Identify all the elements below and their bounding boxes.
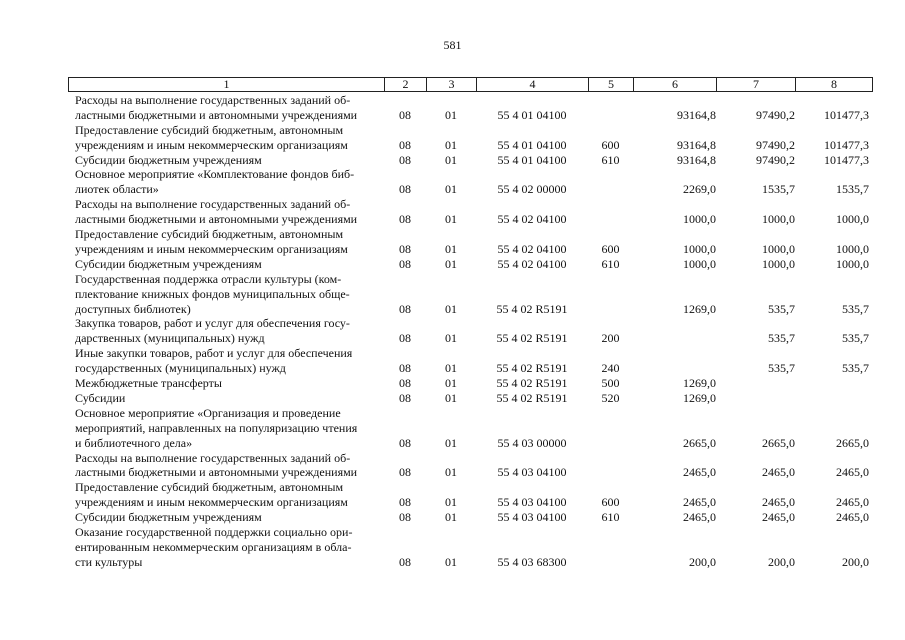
- expense-type-code: 240: [601, 361, 620, 376]
- target-article-code: 55 4 02 R5191: [496, 361, 568, 376]
- description-line: ластными бюджетными и автономными учреждениями: [75, 107, 358, 122]
- amount-col-6: 93164,8: [677, 107, 716, 122]
- description-line: Предоставление субсидий бюджетным, автономным: [75, 480, 344, 495]
- amount-col-8: 101477,3: [824, 137, 869, 152]
- row-description: [75, 272, 385, 317]
- target-article-code: 55 4 03 00000: [497, 435, 567, 450]
- subsection-code: 01: [445, 212, 457, 227]
- amount-col-8: 2465,0: [836, 510, 869, 525]
- section-code: 08: [399, 212, 411, 227]
- amount-col-6: 93164,8: [677, 137, 716, 152]
- amount-col-7: 97490,2: [756, 137, 795, 152]
- expense-type-code: 600: [601, 137, 620, 152]
- amount-col-7: 2465,0: [762, 495, 795, 510]
- page-number: 581: [443, 38, 462, 52]
- description-line: ластными бюджетными и автономными учреждениями: [75, 465, 358, 480]
- description-line: плектование книжных фондов муниципальных обще-: [75, 286, 350, 301]
- section-code: 08: [399, 435, 411, 450]
- row-description: [75, 451, 385, 481]
- row-description: [75, 93, 385, 123]
- row-description: [75, 376, 385, 391]
- table-row: [0, 197, 905, 227]
- row-description: [75, 197, 385, 227]
- table-row: [0, 167, 905, 197]
- section-code: 08: [399, 361, 411, 376]
- amount-col-6: 1269,0: [683, 376, 716, 391]
- description-line: Иные закупки товаров, работ и услуг для обеспечения: [75, 346, 353, 361]
- description-line: Государственная поддержка отрасли культуры (ком-: [75, 271, 342, 286]
- amount-col-7: 1535,7: [762, 182, 795, 197]
- row-description: [75, 406, 385, 451]
- amount-col-6: 1000,0: [683, 256, 716, 271]
- table-row: [0, 257, 905, 272]
- amount-col-7: 1000,0: [762, 241, 795, 256]
- target-article-code: 55 4 01 04100: [497, 137, 567, 152]
- description-line: Основное мероприятие «Комплектование фондов биб-: [75, 167, 355, 182]
- amount-col-8: 200,0: [842, 554, 869, 569]
- target-article-code: 55 4 01 04100: [497, 152, 567, 167]
- amount-col-6: 1000,0: [683, 212, 716, 227]
- section-code: 08: [399, 465, 411, 480]
- subsection-code: 01: [445, 495, 457, 510]
- description-line: государственных (муниципальных) нужд: [75, 361, 286, 376]
- section-code: 08: [399, 137, 411, 152]
- target-article-code: 55 4 03 04100: [497, 465, 567, 480]
- row-description: [75, 510, 385, 525]
- table-row: [0, 272, 905, 317]
- subsection-code: 01: [445, 152, 457, 167]
- amount-col-8: 101477,3: [824, 107, 869, 122]
- amount-col-8: 2465,0: [836, 495, 869, 510]
- row-description: [75, 391, 385, 406]
- section-code: 08: [399, 152, 411, 167]
- target-article-code: 55 4 02 R5191: [496, 301, 568, 316]
- amount-col-7: 2465,0: [762, 510, 795, 525]
- section-code: 08: [399, 376, 411, 391]
- description-line: Предоставление субсидий бюджетным, автономным: [75, 227, 344, 242]
- section-code: 08: [399, 390, 411, 405]
- table-row: [0, 525, 905, 570]
- column-header: 5: [589, 78, 634, 92]
- target-article-code: 55 4 02 R5191: [496, 390, 568, 405]
- description-line: Субсидии бюджетным учреждениям: [75, 510, 262, 525]
- expense-type-code: 610: [601, 256, 620, 271]
- expense-type-code: 520: [601, 390, 620, 405]
- expense-type-code: 610: [601, 152, 620, 167]
- subsection-code: 01: [445, 137, 457, 152]
- amount-col-7: 200,0: [768, 554, 795, 569]
- section-code: 08: [399, 510, 411, 525]
- amount-col-8: 535,7: [842, 301, 869, 316]
- expense-type-code: 600: [601, 241, 620, 256]
- amount-col-8: 1000,0: [836, 256, 869, 271]
- amount-col-8: 1535,7: [836, 182, 869, 197]
- amount-col-6: 2465,0: [683, 510, 716, 525]
- amount-col-8: 2665,0: [836, 435, 869, 450]
- amount-col-8: 1000,0: [836, 241, 869, 256]
- column-header-table: [68, 77, 873, 92]
- column-header: 2: [385, 78, 427, 92]
- target-article-code: 55 4 02 04100: [497, 241, 567, 256]
- column-header: 4: [477, 78, 589, 92]
- target-article-code: 55 4 02 R5191: [496, 331, 568, 346]
- description-line: Субсидии: [75, 390, 126, 405]
- table-row: [0, 391, 905, 406]
- section-code: 08: [399, 256, 411, 271]
- amount-col-7: 535,7: [768, 301, 795, 316]
- amount-col-6: 1000,0: [683, 241, 716, 256]
- column-header: 8: [796, 78, 873, 92]
- description-line: ентированным некоммерческим организациям в обла-: [75, 539, 352, 554]
- row-description: [75, 525, 385, 570]
- amount-col-8: 535,7: [842, 331, 869, 346]
- table-row: [0, 123, 905, 153]
- amount-col-6: 2665,0: [683, 435, 716, 450]
- target-article-code: 55 4 02 00000: [497, 182, 567, 197]
- description-line: Оказание государственной поддержки социально ори-: [75, 525, 353, 539]
- table-row: [0, 510, 905, 525]
- description-line: мероприятий, направленных на популяризацию чтения: [75, 420, 358, 435]
- table-row: [0, 451, 905, 481]
- subsection-code: 01: [445, 554, 457, 569]
- description-line: сти культуры: [75, 554, 143, 569]
- row-description: [75, 227, 385, 257]
- amount-col-7: 2665,0: [762, 435, 795, 450]
- amount-col-6: 1269,0: [683, 390, 716, 405]
- budget-table-body: [0, 93, 905, 570]
- amount-col-8: 2465,0: [836, 465, 869, 480]
- amount-col-7: 97490,2: [756, 152, 795, 167]
- target-article-code: 55 4 03 68300: [497, 554, 567, 569]
- amount-col-6: 2465,0: [683, 495, 716, 510]
- subsection-code: 01: [445, 182, 457, 197]
- description-line: Расходы на выполнение государственных заданий об-: [75, 197, 351, 212]
- description-line: лиотек области»: [75, 182, 159, 197]
- amount-col-7: 2465,0: [762, 465, 795, 480]
- description-line: учреждениям и иным некоммерческим организациям: [75, 137, 348, 152]
- table-row: [0, 376, 905, 391]
- amount-col-7: 97490,2: [756, 107, 795, 122]
- description-line: Предоставление субсидий бюджетным, автономным: [75, 122, 344, 137]
- row-description: [75, 480, 385, 510]
- column-header: 7: [717, 78, 796, 92]
- column-header: 6: [634, 78, 717, 92]
- amount-col-8: 535,7: [842, 361, 869, 376]
- table-row: [0, 227, 905, 257]
- section-code: 08: [399, 331, 411, 346]
- amount-col-8: 1000,0: [836, 212, 869, 227]
- table-row: [0, 93, 905, 123]
- description-line: дарственных (муниципальных) нужд: [75, 331, 265, 346]
- target-article-code: 55 4 03 04100: [497, 495, 567, 510]
- subsection-code: 01: [445, 465, 457, 480]
- description-line: Расходы на выполнение государственных заданий об-: [75, 93, 351, 107]
- description-line: ластными бюджетными и автономными учреждениями: [75, 212, 358, 227]
- expense-type-code: 600: [601, 495, 620, 510]
- description-line: Межбюджетные трансферты: [75, 376, 222, 391]
- expense-type-code: 610: [601, 510, 620, 525]
- row-description: [75, 316, 385, 346]
- description-line: учреждениям и иным некоммерческим организациям: [75, 495, 348, 510]
- table-row: [0, 480, 905, 510]
- amount-col-6: 2465,0: [683, 465, 716, 480]
- subsection-code: 01: [445, 361, 457, 376]
- row-description: [75, 346, 385, 376]
- description-line: Основное мероприятие «Организация и проведение: [75, 405, 341, 420]
- amount-col-7: 1000,0: [762, 212, 795, 227]
- target-article-code: 55 4 02 04100: [497, 256, 567, 271]
- row-description: [75, 257, 385, 272]
- subsection-code: 01: [445, 256, 457, 271]
- target-article-code: 55 4 02 04100: [497, 212, 567, 227]
- row-description: [75, 167, 385, 197]
- amount-col-6: 2269,0: [683, 182, 716, 197]
- expense-type-code: 500: [601, 376, 620, 391]
- description-line: доступных библиотек): [75, 301, 191, 316]
- description-line: Субсидии бюджетным учреждениям: [75, 152, 262, 167]
- description-line: Расходы на выполнение государственных заданий об-: [75, 450, 351, 465]
- amount-col-6: 93164,8: [677, 152, 716, 167]
- subsection-code: 01: [445, 241, 457, 256]
- row-description: [75, 123, 385, 153]
- amount-col-7: 535,7: [768, 361, 795, 376]
- table-row: [0, 153, 905, 168]
- target-article-code: 55 4 01 04100: [497, 107, 567, 122]
- subsection-code: 01: [445, 107, 457, 122]
- expense-type-code: 200: [601, 331, 620, 346]
- subsection-code: 01: [445, 331, 457, 346]
- amount-col-7: 535,7: [768, 331, 795, 346]
- target-article-code: 55 4 02 R5191: [496, 376, 568, 391]
- column-header: 3: [427, 78, 477, 92]
- section-code: 08: [399, 554, 411, 569]
- description-line: учреждениям и иным некоммерческим организациям: [75, 241, 348, 256]
- subsection-code: 01: [445, 510, 457, 525]
- amount-col-7: 1000,0: [762, 256, 795, 271]
- amount-col-8: 101477,3: [824, 152, 869, 167]
- description-line: Закупка товаров, работ и услуг для обеспечения госу-: [75, 316, 350, 331]
- section-code: 08: [399, 301, 411, 316]
- section-code: 08: [399, 107, 411, 122]
- target-article-code: 55 4 03 04100: [497, 510, 567, 525]
- section-code: 08: [399, 182, 411, 197]
- description-line: и библиотечного дела»: [75, 435, 193, 450]
- section-code: 08: [399, 241, 411, 256]
- table-row: [0, 346, 905, 376]
- amount-col-6: 200,0: [689, 554, 716, 569]
- table-row: [0, 316, 905, 346]
- subsection-code: 01: [445, 390, 457, 405]
- subsection-code: 01: [445, 301, 457, 316]
- description-line: Субсидии бюджетным учреждениям: [75, 256, 262, 271]
- subsection-code: 01: [445, 435, 457, 450]
- subsection-code: 01: [445, 376, 457, 391]
- column-header: 1: [69, 78, 385, 92]
- amount-col-6: 1269,0: [683, 301, 716, 316]
- row-description: [75, 153, 385, 168]
- section-code: 08: [399, 495, 411, 510]
- table-row: [0, 406, 905, 451]
